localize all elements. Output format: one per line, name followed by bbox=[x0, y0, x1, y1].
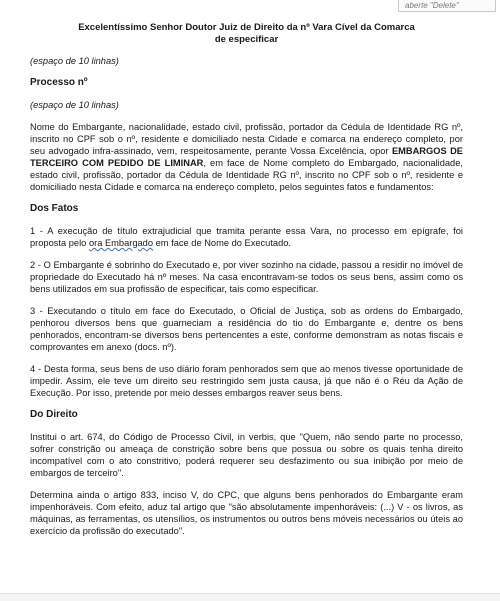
document-page[interactable] bbox=[30, 22, 463, 547]
law-1: Institui o art. 674, do Código de Processo Civil, in verbis, que "Quem, não sendo parte no processo, sofrer constrição ou ameaça de constrição sobre bens que possua ou sobre os quais tenha direito incompatível com o ato constritivo, poderá requerer seu desfazimento ou sua inibição por meio de embargos de terceiro". bbox=[30, 432, 463, 478]
intro-paragraph bbox=[30, 121, 463, 193]
fact-1-marked-text[interactable]: ora Embargado bbox=[88, 238, 154, 248]
spacing-note-1: (espaço de 10 linhas) bbox=[30, 56, 119, 66]
intro-bold-title: EMBARGOS DE TERCEIRO COM PEDIDO DE LIMINAR bbox=[30, 146, 464, 168]
fact-3: 3 - Executando o título em face do Executado, o Oficial de Justiça, sob as ordens do Embargado, penhorou diversos bens que guarneciam a residência do tio do Embargante e, dentre os bens penhorados, encontram-se diversos bens pertencentes a este, conforme demonstram as notas fiscais e comprovantes em anexo (docs. nº). bbox=[30, 306, 463, 352]
fact-1-before: 1 - A execução de título extrajudicial que tramita perante essa Vara, no processo em epígrafe, foi proposta pelo bbox=[30, 226, 463, 248]
title-line-1: Excelentíssimo Senhor Doutor Juiz de Direito da nº Vara Cível da Comarca bbox=[78, 22, 415, 33]
fact-4: 4 - Desta forma, seus bens de uso diário foram penhorados sem que ao menos tivesse oportunidade de impedir. Assim, ele teve um direito seu restringido sem justa causa, já que não é o Réu da Ação de Execução. Por isso, pretende por meio desses embargos reaver seus bens. bbox=[30, 364, 463, 398]
fact-2: 2 - O Embargante é sobrinho do Executado e, por viver sozinho na cidade, passou a residir no imóvel de propriedade do Executado há nº meses. Na casa encontravam-se todos os seus bens, assim como os bens utilizados em sua profissão de especificar, tais como especificar. bbox=[30, 260, 463, 294]
intro-part-1: Nome do Embargante, nacionalidade, estado civil, profissão, portador da Cédula de Identidade RG nº, inscrito no CPF sob o nº, residente e domiciliado nesta Cidade e comarca na endereço completo, por seu advogado infra-assinado, vem, respeitosamente, perante Vossa Excelência, opor bbox=[30, 122, 463, 156]
process-label: Processo nº bbox=[30, 77, 88, 88]
fact-1 bbox=[30, 225, 463, 249]
law-2: Determina ainda o artigo 833, inciso V, do CPC, que alguns bens penhorados do Embargante eram impenhoráveis. Com efeito, aduz tal artigo que "são absolutamente impenhoráveis: (...) V - os livros, as máquinas, as ferramentas, os utensílios, os instrumentos ou outros bens móveis necessários ou úteis ao exercício da profissão do executado". bbox=[30, 490, 463, 536]
title-line-2: de especificar bbox=[214, 33, 279, 45]
facts-heading: Dos Fatos bbox=[30, 203, 79, 214]
document-title bbox=[30, 22, 463, 45]
hint-box: aberte "Delete" bbox=[398, 0, 496, 12]
law-heading: Do Direito bbox=[30, 409, 78, 420]
spacing-note-2: (espaço de 10 linhas) bbox=[30, 100, 119, 110]
intro-part-2: , em face de Nome completo do Embargado, nacionalidade, estado civil, profissão, portador da Cédula de Identidade RG nº, inscrito no CPF sob o nº, residente e domiciliado nesta Cidade e comarca na endereço completo, pelos seguintes fatos e fundamentos: bbox=[30, 158, 463, 192]
fact-1-after: em face de Nome do Executado. bbox=[153, 238, 292, 248]
